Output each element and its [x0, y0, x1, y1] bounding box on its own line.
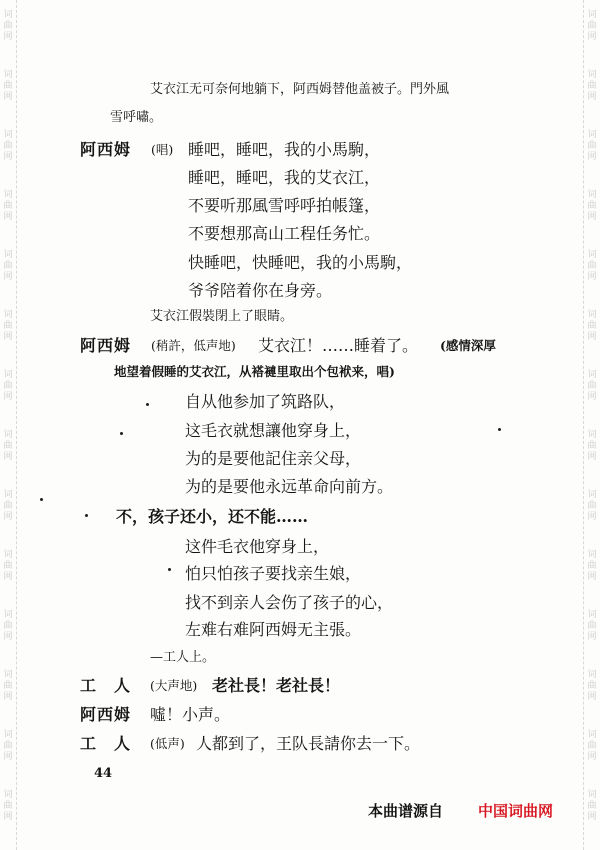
- lyric-line: 睡吧，睡吧，我的艾衣江，: [188, 168, 381, 187]
- watermark-text: 词 曲 网: [3, 550, 13, 582]
- stage-direction: 雪呼嘯。: [110, 110, 163, 125]
- watermark-text: 词 曲 网: [587, 550, 597, 582]
- watermark-text: 词 曲 网: [3, 670, 13, 702]
- page-number: 44: [94, 766, 113, 781]
- watermark-text: 词 曲 网: [3, 490, 13, 522]
- print-speck: [146, 403, 149, 406]
- print-speck: [168, 568, 171, 571]
- watermark-text: 词 曲 网: [587, 10, 597, 42]
- print-speck: [40, 498, 43, 501]
- watermark-text: 词 曲 网: [3, 310, 13, 342]
- lyric-line: 不，孩子还小，还不能……: [116, 507, 309, 526]
- dialogue-line: 噓！小声。: [150, 705, 231, 724]
- speaker-name: 阿西姆: [80, 336, 132, 355]
- print-speck: [120, 432, 123, 435]
- watermark-text: 词 曲 网: [3, 10, 13, 42]
- watermark-text: 词 曲 网: [3, 730, 13, 762]
- site-link[interactable]: 中国词曲网: [478, 802, 554, 820]
- lyric-line: 怕只怕孩子要找亲生娘，: [185, 564, 362, 583]
- watermark-text: 词 曲 网: [587, 610, 597, 642]
- performance-cue: (唱): [151, 142, 174, 157]
- watermark-text: 词 曲 网: [587, 670, 597, 702]
- lyric-line: 为的是要他記住亲父母，: [185, 449, 362, 468]
- watermark-text: 词 曲 网: [3, 610, 13, 642]
- lyric-line: 这件毛衣他穿身上，: [185, 537, 330, 556]
- lyric-line: 这毛衣就想讓他穿身上，: [185, 421, 362, 440]
- watermark-text: 词 曲 网: [3, 130, 13, 162]
- speaker-name: 工 人: [80, 676, 132, 695]
- watermark-text: 词 曲 网: [3, 790, 13, 822]
- watermark-text: 词 曲 网: [3, 430, 13, 462]
- lyric-line: 爷爷陪着你在身旁。: [188, 281, 333, 300]
- stage-direction: (感情深厚: [440, 338, 496, 353]
- watermark-text: 词 曲 网: [587, 190, 597, 222]
- performance-cue: (稍許，低声地): [151, 338, 236, 353]
- print-speck: [85, 514, 88, 517]
- lyric-line: 睡吧，睡吧，我的小馬駒，: [188, 140, 381, 159]
- watermark-text: 词 曲 网: [587, 430, 597, 462]
- watermark-text: 词 曲 网: [587, 130, 597, 162]
- lyric-line: 为的是要他永远革命向前方。: [185, 477, 394, 496]
- speaker-name: 工 人: [80, 734, 132, 753]
- dialogue-line: 艾衣江！……睡着了。: [258, 336, 419, 355]
- performance-cue: (大声地): [150, 678, 198, 693]
- lyric-line: 找不到亲人会伤了孩子的心，: [185, 593, 394, 612]
- lyric-line: 不要想那高山工程任务忙。: [188, 224, 381, 243]
- speaker-name: 阿西姆: [80, 705, 132, 724]
- performance-cue: (低声): [150, 736, 185, 751]
- watermark-text: 词 曲 网: [587, 250, 597, 282]
- speaker-name: 阿西姆: [80, 140, 132, 159]
- stage-direction: 艾衣江无可奈何地躺下，阿西姆替他盖被子。門外風: [150, 82, 450, 97]
- lyric-line: 不要听那風雪呼呼拍帳篷，: [188, 196, 381, 215]
- dialogue-line: 老社長！老社長！: [212, 676, 341, 695]
- watermark-text: 词 曲 网: [3, 370, 13, 402]
- stage-direction: 地望着假睡的艾衣江，从褡褳里取出个包袱来，唱): [114, 364, 395, 379]
- watermark-text: 词 曲 网: [3, 70, 13, 102]
- watermark-text: 词 曲 网: [587, 310, 597, 342]
- stage-direction: —工人上。: [150, 650, 216, 665]
- lyric-line: 快睡吧，快睡吧，我的小馬駒，: [188, 253, 413, 272]
- watermark-text: 词 曲 网: [3, 250, 13, 282]
- lyric-line: 自从他参加了筑路队，: [185, 392, 346, 411]
- watermark-text: 词 曲 网: [587, 730, 597, 762]
- watermark-text: 词 曲 网: [587, 70, 597, 102]
- lyric-line: 左难右难阿西姆无主張。: [185, 620, 362, 639]
- watermark-text: 词 曲 网: [3, 190, 13, 222]
- watermark-text: 词 曲 网: [587, 490, 597, 522]
- watermark-text: 词 曲 网: [587, 370, 597, 402]
- watermark-text: 词 曲 网: [587, 790, 597, 822]
- source-credit: 本曲谱源自: [368, 802, 444, 820]
- print-speck: [498, 428, 501, 431]
- stage-direction: 艾衣江假裝閉上了眼睛。: [150, 309, 294, 324]
- dialogue-line: 人都到了，王队長請你去一下。: [196, 734, 421, 753]
